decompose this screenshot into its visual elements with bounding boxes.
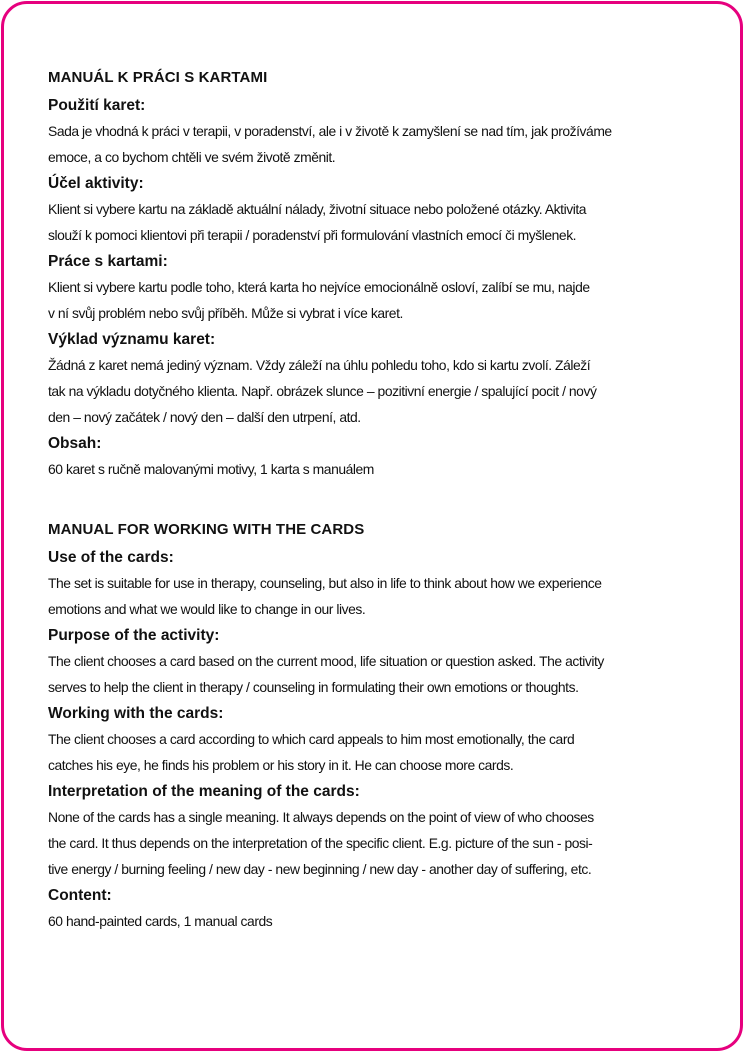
- english-section-interpretation: [48, 782, 708, 882]
- czech-section-purpose: [48, 174, 708, 248]
- english-title: MANUAL FOR WORKING WITH THE CARDS: [48, 521, 365, 538]
- czech-section-working: [48, 252, 708, 326]
- section-heading: Použití karet:: [48, 97, 146, 114]
- section-body: 60 karet s ručně malovanými motivy, 1 karta s manuálem: [48, 461, 374, 477]
- manual-content: [48, 68, 708, 938]
- language-separator: [48, 486, 708, 520]
- section-heading: Content:: [48, 887, 112, 904]
- czech-section-interpretation: [48, 330, 708, 430]
- section-body: Žádná z karet nemá jediný význam. Vždy záleží na úhlu pohledu toho, kdo si kartu zvolí. Záleží tak na výkladu dotyčného klienta. Např. obrázek slunce – pozitivní energie / spalující pocit / nový den – nový začátek / nový den – další den utrpení, atd.: [48, 357, 597, 425]
- section-body: The client chooses a card according to which card appeals to him most emotionally, the card catches his eye, he finds his problem or his story in it. He can choose more cards.: [48, 731, 575, 773]
- czech-manual: [48, 68, 708, 482]
- czech-title: MANUÁL K PRÁCI S KARTAMI: [48, 69, 268, 86]
- english-section-purpose: [48, 626, 708, 700]
- section-body: None of the cards has a single meaning. It always depends on the point of view of who chooses the card. It thus depends on the interpretation of the specific client. E.g. picture of the sun - posi- tive energy / burning feeling / new day - new beginning / new day - another day of suffering, etc.: [48, 809, 594, 877]
- section-heading: Purpose of the activity:: [48, 627, 220, 644]
- czech-section-usage: [48, 96, 708, 170]
- section-heading: Interpretation of the meaning of the cards:: [48, 783, 360, 800]
- section-heading: Obsah:: [48, 435, 102, 452]
- english-section-content: [48, 886, 708, 934]
- section-heading: Working with the cards:: [48, 705, 224, 722]
- section-body: Sada je vhodná k práci v terapii, v poradenství, ale i v životě k zamyšlení se nad tím, jak prožíváme emoce, a co bychom chtěli ve svém životě změnit.: [48, 123, 612, 165]
- section-body: The client chooses a card based on the current mood, life situation or question asked. The activity serves to help the client in therapy / counseling in formulating their own emotions or thoughts.: [48, 653, 604, 695]
- section-heading: Use of the cards:: [48, 549, 174, 566]
- section-heading: Výklad významu karet:: [48, 331, 216, 348]
- section-body: The set is suitable for use in therapy, counseling, but also in life to think about how we experience emotions and what we would like to change in our lives.: [48, 575, 602, 617]
- english-manual: [48, 520, 708, 934]
- section-heading: Účel aktivity:: [48, 175, 144, 192]
- section-body: Klient si vybere kartu na základě aktuální nálady, životní situace nebo položené otázky. Aktivita slouží k pomoci klientovi při terapii / poradenství při formulování vlastních emocí či myšlenek.: [48, 201, 587, 243]
- english-section-working: [48, 704, 708, 778]
- section-body: Klient si vybere kartu podle toho, která karta ho nejvíce emocionálně osloví, zalíbí se mu, najde v ní svůj problém nebo svůj příběh. Může si vybrat i více karet.: [48, 279, 590, 321]
- english-section-usage: [48, 548, 708, 622]
- czech-section-content: [48, 434, 708, 482]
- section-body: 60 hand-painted cards, 1 manual cards: [48, 913, 273, 929]
- section-heading: Práce s kartami:: [48, 253, 168, 270]
